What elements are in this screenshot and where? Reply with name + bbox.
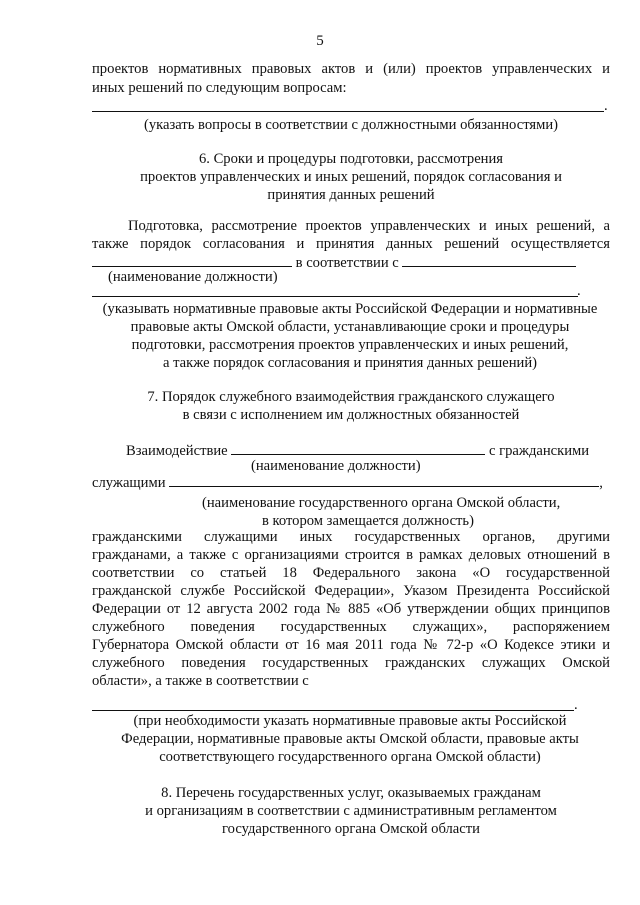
section7-body-line-7: Губернатора Омской области от 16 мая 2011 года № 72-р «О Кодексе этики и	[92, 637, 610, 653]
section6-hint-position: (наименование должности)	[108, 269, 278, 285]
section6-title-line-1: 6. Сроки и процедуры подготовки, рассмотрения	[198, 151, 504, 167]
section7-hint-line-2: Федерации, нормативные правовые акты Омской области, правовые акты	[121, 731, 579, 747]
fill-line-organ	[169, 473, 599, 487]
section6-title-line-2: проектов управленческих и иных решений, порядок согласования и	[140, 169, 562, 185]
section7-body-line-6: служебного поведения государственных служащих», распоряжением	[92, 619, 610, 635]
section6-hint-line-2: правовые акты Омской области, устанавливающие сроки и процедуры	[130, 319, 570, 335]
section7-body-line-9: области», а также в соответствии с	[92, 673, 309, 689]
section8-title-line-1: 8. Перечень государственных услуг, оказываемых гражданам	[161, 785, 541, 801]
section7-servants-label: служащими	[92, 475, 166, 491]
intro-line-1: проектов нормативных правовых актов и (или) проектов управленческих и	[92, 61, 610, 77]
section7-hint-line-3: соответствующего государственного органа Омской области)	[159, 749, 541, 765]
section7-hint-org-line-1: (наименование государственного органа Омской области,	[202, 495, 561, 511]
section6-in-accordance: в соответствии с	[295, 255, 399, 271]
page-number: 5	[316, 33, 324, 49]
section7-body-line-2: гражданами, а также с организациями строится в рамках деловых отношений в	[92, 547, 610, 563]
intro-hint: (указать вопросы в соответствии с должностными обязанностями)	[143, 117, 558, 133]
section7-body-line-1: гражданскими служащими иных государственных органов, другими	[92, 529, 610, 545]
section7-body-line-4: гражданской службе Российской Федерации», Указом Президента Российской	[92, 583, 610, 599]
section8-title-line-3: государственного органа Омской области	[222, 821, 480, 837]
section6-para-line-2: также порядок согласования и принятия данных решений осуществляется	[92, 236, 610, 252]
section7-body-line-3: соответствии со статьей 18 Федерального закона «О государственной	[92, 565, 610, 581]
section6-title-line-3: принятия данных решений	[267, 187, 435, 203]
section7-body-line-8: служебного поведения государственных гражданских служащих Омской	[92, 655, 610, 671]
fill-line-period-3: .	[574, 697, 578, 713]
fill-line-interaction-position	[231, 441, 485, 455]
intro-line-2: иных решений по следующим вопросам:	[92, 80, 347, 96]
section7-with-citizens: с гражданскими	[488, 443, 590, 459]
section7-hint-position: (наименование должности)	[251, 458, 421, 474]
fill-line-acts	[402, 253, 576, 267]
section7-title-line-2: в связи с исполнением им должностных обязанностей	[182, 407, 520, 423]
section6-hint-line-4: а также порядок согласования и принятия данных решений)	[162, 355, 538, 371]
section6-hint-line-1: (указывать нормативные правовые акты Российской Федерации и нормативные	[102, 301, 598, 317]
section6-hint-line-3: подготовки, рассмотрения проектов управленческих и иных решений,	[131, 337, 569, 353]
fill-line-period-2: .	[577, 283, 581, 299]
section7-title-line-1: 7. Порядок служебного взаимодействия гражданского служащего	[147, 389, 555, 405]
section7-hint-org-line-2: в котором замещается должность)	[262, 513, 474, 529]
section7-interaction-label: Взаимодействие	[126, 443, 228, 459]
section7-servants-line: служащими ,	[92, 475, 603, 491]
section7-body-line-5: Федерации от 12 августа 2002 года № 885 «Об утверждении общих принципов	[92, 601, 610, 617]
section8-title-line-2: и организациям в соответствии с административным регламентом	[145, 803, 557, 819]
fill-line-period: .	[604, 98, 608, 114]
fill-line-section6-acts	[92, 296, 578, 297]
fill-line-position	[92, 253, 292, 267]
section7-hint-line-1: (при необходимости указать нормативные правовые акты Российской	[133, 713, 567, 729]
section6-para-line-1: Подготовка, рассмотрение проектов управленческих и иных решений, а	[128, 218, 610, 234]
fill-line-section7-acts	[92, 710, 574, 711]
fill-line-questions	[92, 111, 604, 112]
